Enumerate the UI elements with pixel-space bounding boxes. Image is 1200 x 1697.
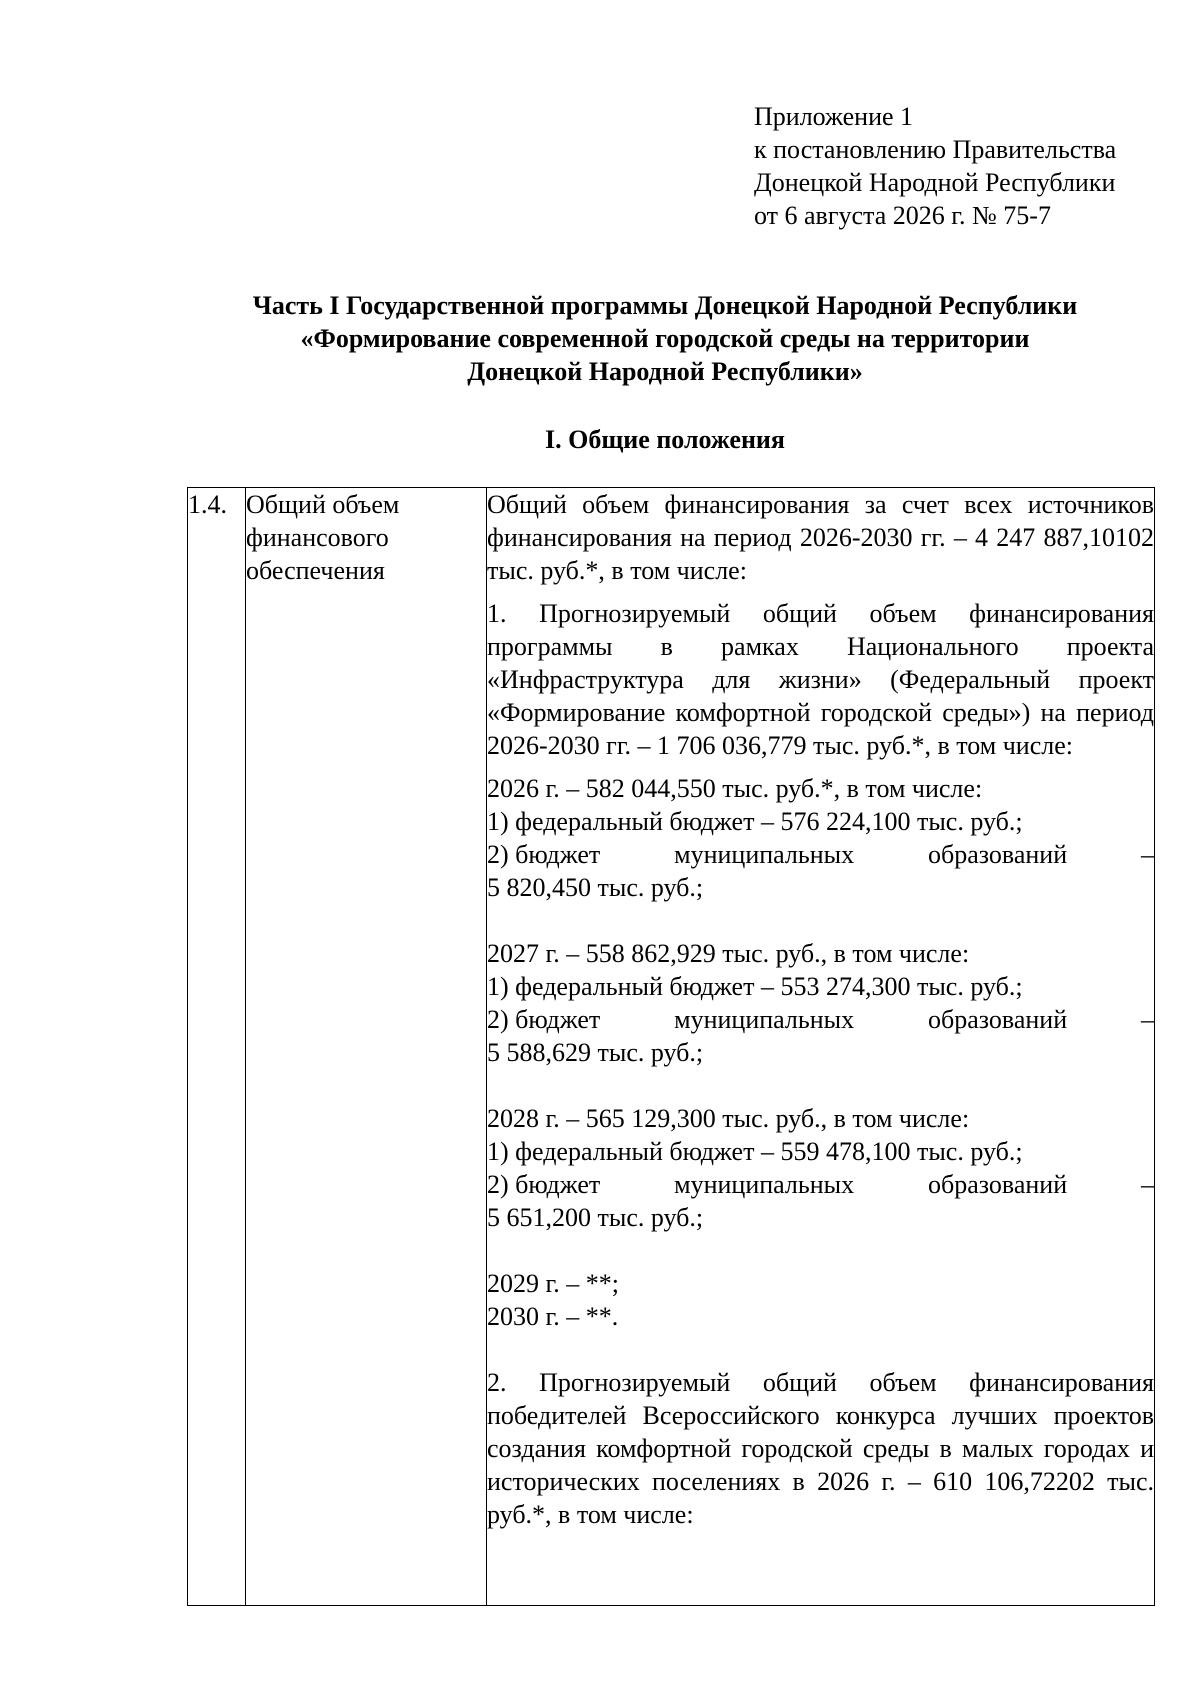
municipal-word: – [1141,1170,1154,1199]
row-number-cell [188,488,246,1606]
title-line: Часть I Государственной программы Донецкой Народной Республики [252,291,1078,320]
municipal-budget-line [487,1168,1154,1201]
federal-budget-line: 1) федеральный бюджет – 576 224,100 тыс. руб.; [487,807,1023,836]
program-table [187,487,1155,1606]
appendix-block [754,100,1116,232]
row-name-cell [246,488,487,1606]
municipal-word: муниципальных [674,1005,855,1034]
title-line: «Формирование современной городской среды на территории [300,324,1030,353]
municipal-word: образований [928,840,1068,869]
row-number: 1.4. [188,490,227,519]
title-line: Донецкой Народной Республики» [467,357,863,386]
municipal-word: – [1141,840,1154,869]
document-title [180,289,1150,388]
federal-budget-line: 1) федеральный бюджет – 559 478,100 тыс. руб.; [487,1137,1023,1166]
row-body-cell [487,488,1155,1606]
municipal-word: 2) бюджет [487,1005,601,1034]
appendix-line: к постановлению Правительства [754,135,1117,164]
municipal-amount: 5 588,629 тыс. руб.; [487,1038,704,1067]
municipal-budget-line [487,838,1154,871]
municipal-word: муниципальных [674,840,855,869]
year-total: 2026 г. – 582 044,550 тыс. руб.*, в том числе: [487,774,983,803]
total-funding-paragraph: Общий объем финансирования за счет всех источников финансирования на период 2026-2030 гг. – 4 247 887,10102 тыс. руб.*, в том числе: [487,490,1154,585]
item-2-paragraph: 2. Прогнозируемый общий объем финансирования победителей Всероссийского конкурса лучших проектов создания комфортной городской среды в малых городах и исторических поселениях в 2026 г. – 610 106,72202 тыс. руб.*, в том числе: [487,1368,1154,1529]
municipal-amount: 5 820,450 тыс. руб.; [487,873,704,902]
year-block-2027 [487,937,1154,1069]
municipal-word: 2) бюджет [487,1170,601,1199]
municipal-word: – [1141,1005,1154,1034]
municipal-word: образований [928,1170,1068,1199]
section-heading: I. Общие положения [545,425,785,454]
year-2029-line: 2029 г. – **; [487,1269,619,1298]
year-total: 2027 г. – 558 862,929 тыс. руб., в том числе: [487,939,970,968]
row-name: Общий объем финансового обеспечения [246,490,400,585]
appendix-line: Донецкой Народной Республики [754,168,1116,197]
municipal-budget-line [487,1003,1154,1036]
year-total: 2028 г. – 565 129,300 тыс. руб., в том числе: [487,1104,970,1133]
table-row [188,488,1155,1606]
municipal-word: 2) бюджет [487,840,601,869]
year-block-2028 [487,1102,1154,1234]
item-1-paragraph: 1. Прогнозируемый общий объем финансирования программы в рамках Национального проекта «Инфраструктура для жизни» (Федеральный проект «Формирование комфортной городской среды») на период 2026-2030 гг. – 1 706 036,779 тыс. руб.*, в том числе: [487,599,1154,760]
municipal-word: образований [928,1005,1068,1034]
municipal-word: муниципальных [674,1170,855,1199]
appendix-line: Приложение 1 [754,102,914,131]
federal-budget-line: 1) федеральный бюджет – 553 274,300 тыс. руб.; [487,972,1023,1001]
year-2030-line: 2030 г. – **. [487,1302,619,1331]
appendix-line: от 6 августа 2026 г. № 75-7 [754,201,1051,230]
year-block-2026 [487,772,1154,904]
municipal-amount: 5 651,200 тыс. руб.; [487,1203,704,1232]
